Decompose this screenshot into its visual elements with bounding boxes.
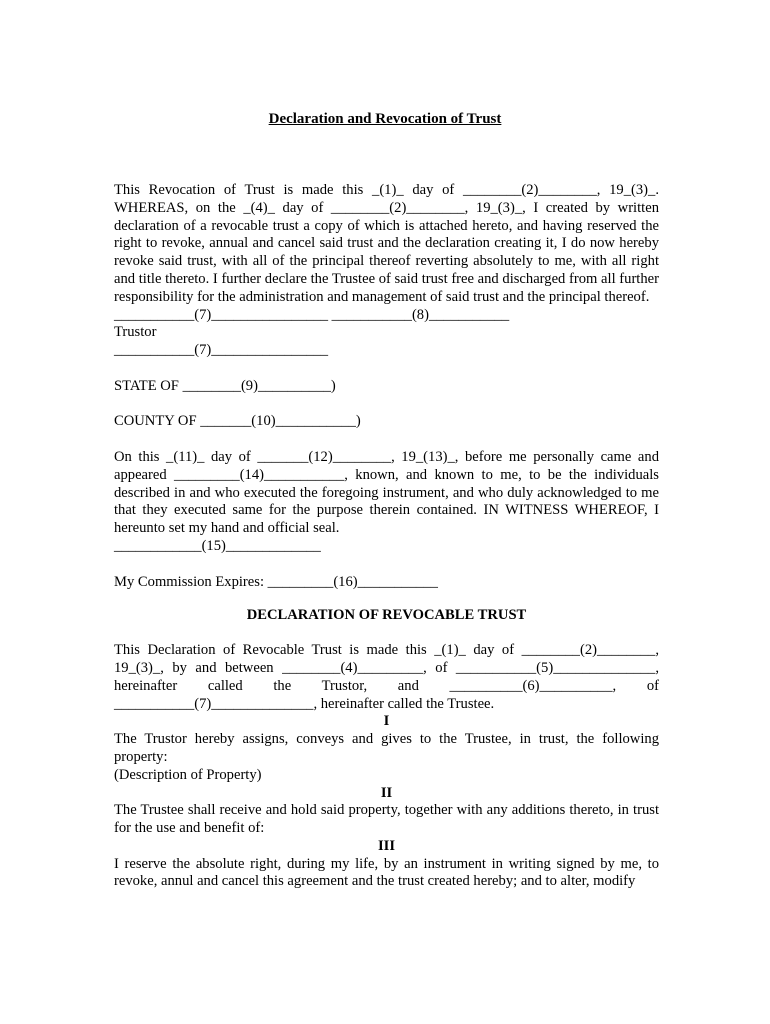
revocation-paragraph: This Revocation of Trust is made this _(1)_ day of ________(2)________, 19_(3)_. WHEREAS, on the _(4)_ day of ________(2)________, 19_(3)_, I created by written declaration of a revocable trust a copy of which is attached hereto, and having reserved the right to revoke, annual and cancel said trust and the declaration creating it, I do now hereby revoke said trust, with all of the principal thereof reverting absolutely to me, with all right and title thereto. I further declare the Trustee of said trust free and discharged from all further responsibility for the administration and management of said trust and the principal thereof. <box>114 182 659 305</box>
article-1-note: (Description of Property) <box>114 766 262 783</box>
document-body <box>114 182 659 891</box>
second-signature-line: ___________(7)________________ <box>114 342 329 359</box>
spacer <box>114 556 659 574</box>
state-line: STATE OF ________(9)__________) <box>114 377 336 394</box>
county-line: COUNTY OF _______(10)___________) <box>114 413 361 430</box>
article-2-text: The Trustee shall receive and hold said property, together with any additions thereto, in trust for the use and benefit of: <box>114 802 659 837</box>
spacer <box>114 431 659 449</box>
declaration-intro: This Declaration of Revocable Trust is made this _(1)_ day of ________(2)________, 19_(3)_, by and between ________(4)_________, of ___________(5)______________, hereinafter called the Trustor, and __________(6)__________, of ___________(7)______________, hereinafter called the Trustee. <box>114 642 659 712</box>
notary-signature-line: ____________(15)_____________ <box>114 537 321 554</box>
notary-paragraph: On this _(11)_ day of _______(12)________, 19_(13)_, before me personally came and appeared _________(14)___________, known, and known to me, to be the individuals described in and who executed the foregoing instrument, and who duly acknowledged to me that they executed same for the purpose therein contained. IN WITNESS WHEREOF, I hereunto set my hand and official seal. <box>114 448 659 537</box>
commission-line: My Commission Expires: _________(16)___________ <box>114 573 438 590</box>
article-2-heading: II <box>380 784 393 801</box>
signature-line: ___________(7)________________ ___________(8)___________ <box>114 306 510 323</box>
spacer <box>114 396 659 414</box>
article-1-text: The Trustor hereby assigns, conveys and gives to the Trustee, in trust, the following property: <box>114 731 659 765</box>
article-3-text: I reserve the absolute right, during my life, by an instrument in writing signed by me, to revoke, annul and cancel this agreement and the trust created hereby; and to alter, modify <box>114 855 659 890</box>
article-3-heading: III <box>377 837 396 854</box>
trustor-label: Trustor <box>114 324 157 341</box>
document-title: Declaration and Revocation of Trust <box>268 111 502 127</box>
spacer <box>114 360 659 378</box>
article-1-heading: I <box>383 713 390 730</box>
declaration-heading: DECLARATION OF REVOCABLE TRUST <box>246 607 527 624</box>
